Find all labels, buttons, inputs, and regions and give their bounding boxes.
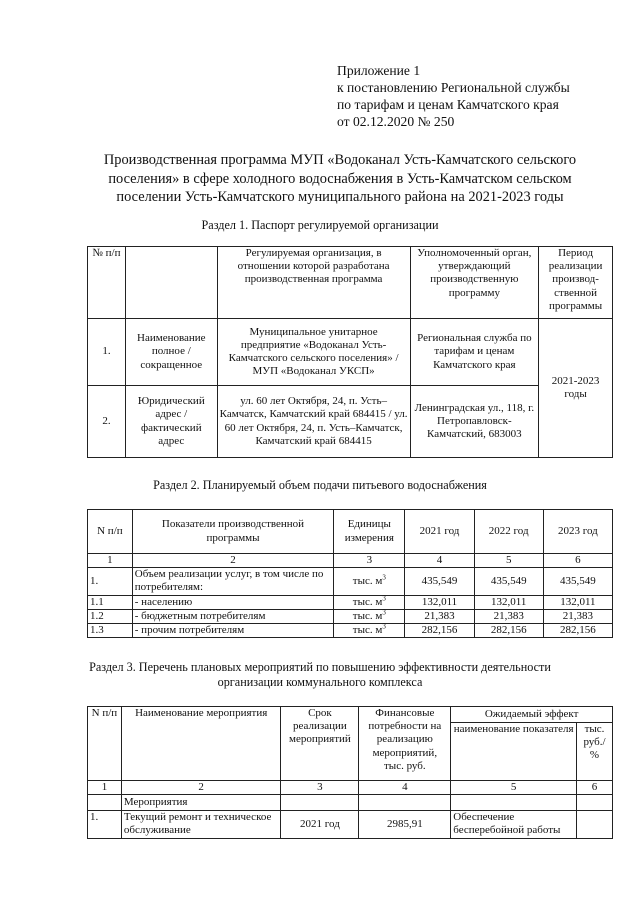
row-finance: 2985,91 xyxy=(359,811,451,839)
row-label: Наименование полное / сокращенное xyxy=(125,319,217,386)
header-org: Регулируемая организация, в отношении которой разработана производственная программа xyxy=(217,247,410,319)
row-name: - бюджетным потребителям xyxy=(132,609,333,623)
row-effect: Обеспечение бесперебойной работы xyxy=(451,811,577,839)
group-label: Мероприятия xyxy=(121,795,281,811)
group-empty xyxy=(88,795,122,811)
header-indicator: Показатели производственной программы xyxy=(132,510,333,554)
row-term: 2021 год xyxy=(281,811,359,839)
row-value-2022: 282,156 xyxy=(474,624,543,638)
table-row xyxy=(88,811,613,839)
header-authority: Уполномоченный орган, утверждающий производственную программу xyxy=(410,247,539,319)
header-num: N п/п xyxy=(88,707,122,781)
measures-table xyxy=(87,706,613,839)
row-org: Муниципальное унитарное предприятие «Водоканал Усть-Камчатского сельского поселения» / МУП «Водоканал УКСП» xyxy=(217,319,410,386)
header-unit: Единицы измерения xyxy=(334,510,405,554)
row-label: Юридический адрес / фактический адрес xyxy=(125,386,217,458)
header-term: Срок реализации мероприятий xyxy=(281,707,359,781)
column-number: 3 xyxy=(334,554,405,568)
header-2023: 2023 год xyxy=(543,510,612,554)
group-empty xyxy=(359,795,451,811)
row-num: 1. xyxy=(88,811,122,839)
row-value-2023: 282,156 xyxy=(543,624,612,638)
section3-heading-line: Раздел 3. Перечень плановых мероприятий по повышению эффективности деятельности xyxy=(89,660,551,674)
appendix-line: от 02.12.2020 № 250 xyxy=(337,114,455,129)
header-effect-name: наименование показателя xyxy=(451,723,577,781)
row-value-2021: 21,383 xyxy=(405,609,474,623)
row-unit: тыс. $м^3$ xyxy=(334,568,405,595)
table-row xyxy=(88,624,613,638)
row-num: 1. xyxy=(88,319,126,386)
header-2021: 2021 год xyxy=(405,510,474,554)
volume-table xyxy=(87,509,613,638)
group-empty xyxy=(577,795,613,811)
passport-table xyxy=(87,246,613,458)
row-value-2022: 435,549 xyxy=(474,568,543,595)
appendix-line: к постановлению Региональной службы xyxy=(337,80,570,95)
row-num: 1.2 xyxy=(88,609,133,623)
section3-heading-line: организации коммунального комплекса xyxy=(217,675,423,689)
section3-heading xyxy=(20,660,620,690)
column-number: 4 xyxy=(405,554,474,568)
document-title xyxy=(60,151,620,207)
column-number: 3 xyxy=(281,781,359,795)
group-empty xyxy=(451,795,577,811)
row-value-2021: 132,011 xyxy=(405,595,474,609)
section1-heading: Раздел 1. Паспорт регулируемой организации xyxy=(201,218,439,232)
row-unit: тыс. $м^3$ xyxy=(334,595,405,609)
appendix-line: Приложение 1 xyxy=(337,63,421,78)
column-number: 1 xyxy=(88,781,122,795)
row-num: 1. xyxy=(88,568,133,595)
row-unit: тыс. $м^3$ xyxy=(334,609,405,623)
header-effect: Ожидаемый эффект xyxy=(451,707,613,723)
row-value xyxy=(577,811,613,839)
row-name: - прочим потребителям xyxy=(132,624,333,638)
title-line: Производственная программа МУП «Водоканал Усть-Камчатского сельского xyxy=(103,152,577,168)
group-row xyxy=(88,795,613,811)
table-row xyxy=(88,319,613,386)
column-number: 2 xyxy=(121,781,281,795)
row-num: 2. xyxy=(88,386,126,458)
row-num: 1.3 xyxy=(88,624,133,638)
row-value-2021: 435,549 xyxy=(405,568,474,595)
table-row xyxy=(88,386,613,458)
row-name: Текущий ремонт и техническое обслуживание xyxy=(121,811,281,839)
table-row xyxy=(88,595,613,609)
row-num: 1.1 xyxy=(88,595,133,609)
column-number: 5 xyxy=(451,781,577,795)
column-number: 6 xyxy=(543,554,612,568)
table-row xyxy=(88,568,613,595)
period-cell: 2021-2023 годы xyxy=(539,319,613,458)
row-authority: Ленинградская ул., 118, г. Петропавловск-Камчатский, 683003 xyxy=(410,386,539,458)
row-value-2023: 435,549 xyxy=(543,568,612,595)
header-effect-value: тыс. руб./ % xyxy=(577,723,613,781)
header-num: N п/п xyxy=(88,510,133,554)
column-number: 4 xyxy=(359,781,451,795)
header-name: Наименование мероприятия xyxy=(121,707,281,781)
row-unit: тыс. $м^3$ xyxy=(334,624,405,638)
row-name: Объем реализации услуг, в том числе по потребителям: xyxy=(132,568,333,595)
title-line: поселении Усть-Камчатского муниципального района на 2021-2023 годы xyxy=(116,189,564,205)
group-empty xyxy=(281,795,359,811)
header-2022: 2022 год xyxy=(474,510,543,554)
column-number: 1 xyxy=(88,554,133,568)
header-num: № п/п xyxy=(88,247,126,319)
row-org: ул. 60 лет Октября, 24, п. Усть–Камчатск, Камчатский край 684415 / ул. 60 лет Октября, 24, п. Усть–Камчатск, Камчатский край 684415 xyxy=(217,386,410,458)
appendix-block xyxy=(337,62,570,130)
column-number: 6 xyxy=(577,781,613,795)
appendix-line: по тарифам и ценам Камчатского края xyxy=(337,97,559,112)
header-period: Период реализации производ-ственной программы xyxy=(539,247,613,319)
table-row xyxy=(88,609,613,623)
header-finance: Финансовые потребности на реализацию мероприятий, тыс. руб. xyxy=(359,707,451,781)
row-value-2023: 132,011 xyxy=(543,595,612,609)
header-empty xyxy=(125,247,217,319)
row-value-2021: 282,156 xyxy=(405,624,474,638)
row-value-2023: 21,383 xyxy=(543,609,612,623)
row-value-2022: 21,383 xyxy=(474,609,543,623)
column-number: 2 xyxy=(132,554,333,568)
title-line: поселения» в сфере холодного водоснабжения в Усть-Камчатском сельском xyxy=(108,170,572,187)
section2-heading: Раздел 2. Планируемый объем подачи питьевого водоснабжения xyxy=(153,478,487,492)
row-name: - населению xyxy=(132,595,333,609)
row-authority: Региональная служба по тарифам и ценам Камчатского края xyxy=(410,319,539,386)
row-value-2022: 132,011 xyxy=(474,595,543,609)
column-number: 5 xyxy=(474,554,543,568)
